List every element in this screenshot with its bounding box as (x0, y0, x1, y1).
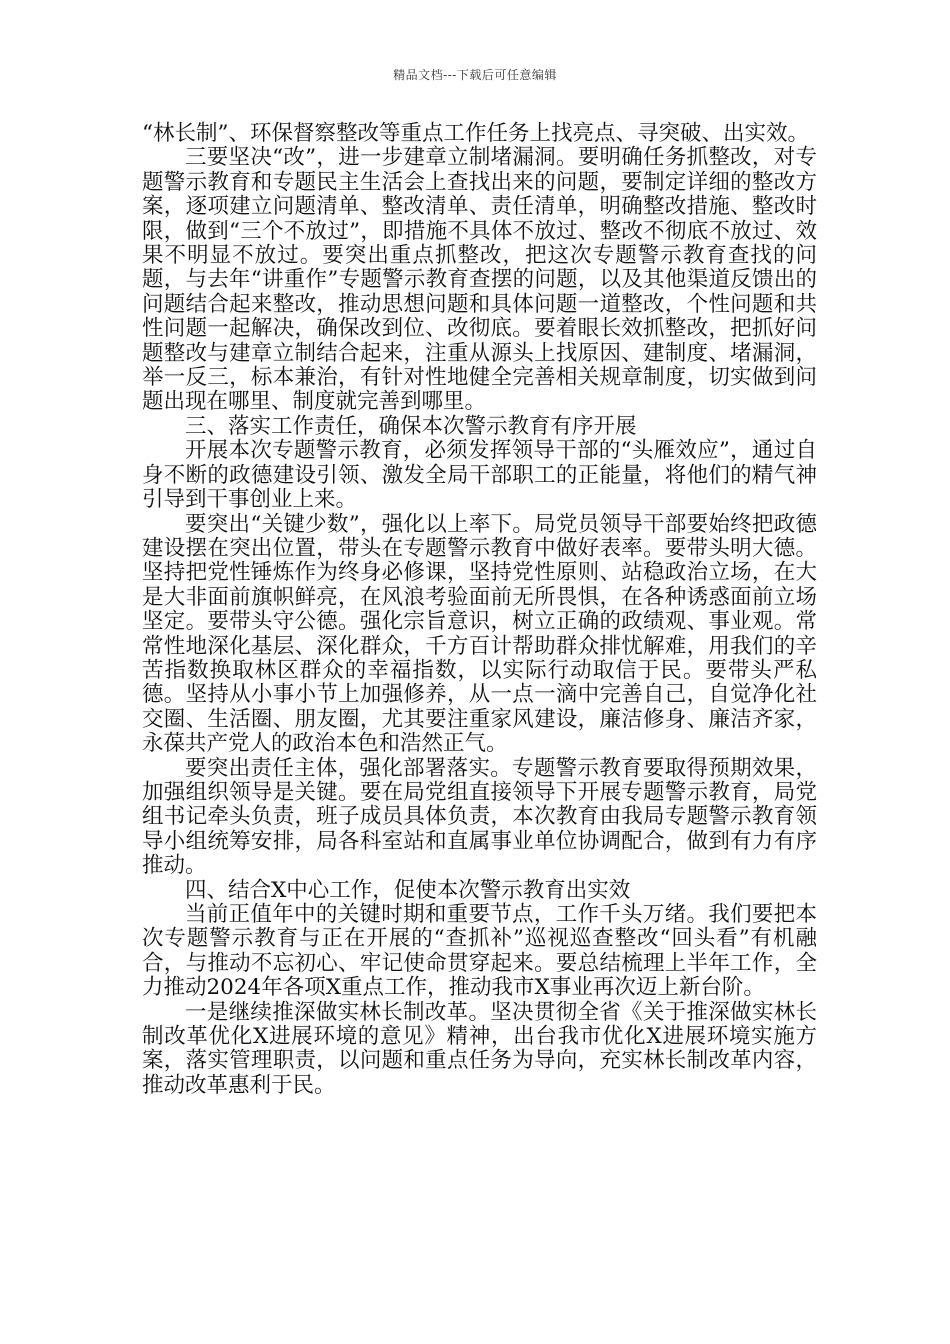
paragraph: 当前正值年中的关键时期和重要节点，工作千头万绪。我们要把本次专题警示教育与正在开展的“查抓补”巡视巡查整改“回头看”有机融合，与推动不忘初心、牢记使命贯穿起来。要总结梳理上半年工作，全力推动2024年各项X重点工作，推动我市X事业再次迈上新台阶。 (142, 902, 817, 1001)
section-heading: 三、落实工作责任，确保本次警示教育有序开展 (185, 413, 637, 439)
section-heading: 四、结合X中心工作，促使本次警示教育出实效 (185, 877, 631, 903)
paragraph: 要突出责任主体，强化部署落实。专题警示教育要取得预期效果，加强组织领导是关键。要在局党组直接领导下开展专题警示教育，局党组书记牵头负责，班子成员具体负责，本次教育由我局专题警示教育领导小组统筹安排，局各科室站和直属事业单位协调配合，做到有力有序推动。 (142, 755, 817, 879)
paragraph: 开展本次专题警示教育，必须发挥领导干部的“头雁效应”，通过自身不断的政德建设引领、激发全局干部职工的正能量，将他们的精气神引导到干事创业上来。 (142, 438, 817, 513)
paragraph: 三要坚决“改”，进一步建章立制堵漏洞。要明确任务抓整改，对专题警示教育和专题民主生活会上查找出来的问题，要制定详细的整改方案，逐项建立问题清单、整改清单、责任清单，明确整改措施、整改时限，做到“三个不放过”，即措施不具体不放过、整改不彻底不放过、效果不明显不放过。要突出重点抓整改，把这次专题警示教育查找的问题，与去年“讲重作”专题警示教育查摆的问题，以及其他渠道反馈出的问题结合起来整改，推动思想问题和具体问题一道整改，个性问题和共性问题一起解决，确保改到位、改彻底。要着眼长效抓整改，把抓好问题整改与建章立制结合起来，注重从源头上找原因、建制度、堵漏洞，举一反三，标本兼治，有针对性地健全完善相关规章制度，切实做到问题出现在哪里、制度就完善到哪里。 (142, 145, 817, 415)
paragraph: 一是继续推深做实林长制改革。坚决贯彻全省《关于推深做实林长制改革优化X进展环境的意见》精神，出台我市优化X进展环境实施方案，落实管理职责，以问题和重点任务为导向，充实林长制改革内容，推动改革惠利于民。 (142, 999, 817, 1098)
page-header: 精品文档---下载后可任意编辑 (393, 68, 557, 82)
paragraph: “林长制”、环保督察整改等重点工作任务上找亮点、寻突破、出实效。 (142, 121, 809, 146)
document-body (142, 122, 817, 1098)
paragraph: 要突出“关键少数”，强化以上率下。局党员领导干部要始终把政德建设摆在突出位置，带头在专题警示教育中做好表率。要带头明大德。坚持把党性锤炼作为终身必修课，坚持党性原则、站稳政治立场，在大是大非面前旗帜鲜亮，在风浪考验面前无所畏惧，在各种诱惑面前立场坚定。要带头守公德。强化宗旨意识，树立正确的政绩观、事业观。常常性地深化基层、深化群众，千方百计帮助群众排忧解难，用我们的辛苦指数换取林区群众的幸福指数，以实际行动取信于民。要带头严私德。坚持从小事小节上加强修养，从一点一滴中完善自己，自觉净化社交圈、生活圈、朋友圈，尤其要注重家风建设，廉洁修身、廉洁齐家，永葆共产党人的政治本色和浩然正气。 (142, 511, 817, 757)
